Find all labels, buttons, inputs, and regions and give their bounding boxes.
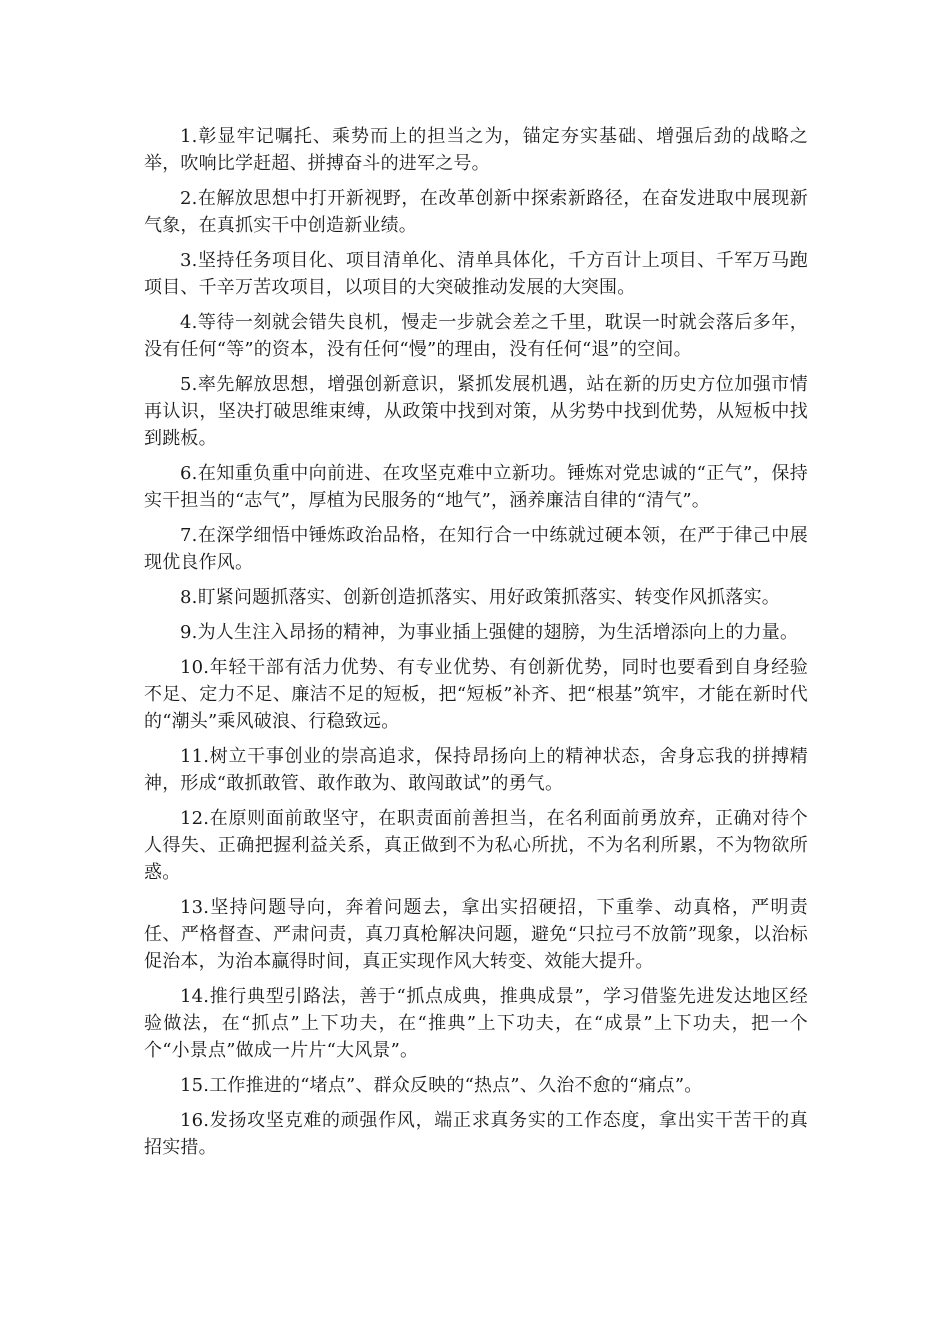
document-body: [144, 123, 808, 1169]
paragraph-10: 10.年轻干部有活力优势、有专业优势、有创新优势，同时也要看到自身经验不足、定力不足、廉洁不足的短板，把“短板”补齐、把“根基”筑牢，才能在新时代的“潮头”乘风破浪、行稳致远。: [144, 657, 808, 732]
paragraph-16: 16.发扬攻坚克难的顽强作风，端正求真务实的工作态度，拿出实干苦干的真招实措。: [144, 1110, 808, 1158]
paragraph-2: 2.在解放思想中打开新视野，在改革创新中探索新路径，在奋发进取中展现新气象，在真抓实干中创造新业绩。: [144, 188, 808, 236]
paragraph-13: 13.坚持问题导向，奔着问题去，拿出实招硬招，下重拳、动真格，严明责任、严格督查、严肃问责，真刀真枪解决问题，避免“只拉弓不放箭”现象，以治标促治本，为治本赢得时间，真正实现作风大转变、效能大提升。: [144, 897, 808, 972]
paragraph-8: 8.盯紧问题抓落实、创新创造抓落实、用好政策抓落实、转变作风抓落实。: [180, 587, 780, 608]
paragraph-11: 11.树立干事创业的崇高追求，保持昂扬向上的精神状态，舍身忘我的拼搏精神，形成“敢抓敢管、敢作敢为、敢闯敢试”的勇气。: [144, 746, 808, 794]
paragraph-7: 7.在深学细悟中锤炼政治品格，在知行合一中练就过硬本领，在严于律己中展现优良作风。: [144, 525, 808, 573]
paragraph-6: 6.在知重负重中向前进、在攻坚克难中立新功。锤炼对党忠诚的“正气”，保持实干担当的“志气”，厚植为民服务的“地气”，涵养廉洁自律的“清气”。: [144, 463, 808, 511]
paragraph-14: 14.推行典型引路法，善于“抓点成典，推典成景”，学习借鉴先进发达地区经验做法，在“抓点”上下功夫，在“推典”上下功夫，在“成景”上下功夫，把一个个“小景点”做成一片片“大风景”。: [144, 986, 808, 1061]
paragraph-3: 3.坚持任务项目化、项目清单化、清单具体化，千方百计上项目、千军万马跑项目、千辛万苦攻项目，以项目的大突破推动发展的大突围。: [144, 250, 808, 298]
paragraph-9: 9.为人生注入昂扬的精神，为事业插上强健的翅膀，为生活增添向上的力量。: [180, 622, 799, 643]
paragraph-12: 12.在原则面前敢坚守，在职责面前善担当，在名利面前勇放弃，正确对待个人得失、正确把握利益关系，真正做到不为私心所扰，不为名利所累，不为物欲所惑。: [144, 808, 808, 883]
paragraph-15: 15.工作推进的“堵点”、群众反映的“热点”、久治不愈的“痛点”。: [180, 1075, 703, 1096]
paragraph-1: 1.彰显牢记嘱托、乘势而上的担当之为，锚定夯实基础、增强后劲的战略之举，吹响比学赶超、拼搏奋斗的进军之号。: [144, 126, 808, 174]
paragraph-5: 5.率先解放思想，增强创新意识，紧抓发展机遇，站在新的历史方位加强市情再认识，坚决打破思维束缚，从政策中找到对策，从劣势中找到优势，从短板中找到跳板。: [144, 374, 808, 449]
paragraph-4: 4.等待一刻就会错失良机，慢走一步就会差之千里，耽误一时就会落后多年，没有任何“等”的资本，没有任何“慢”的理由，没有任何“退”的空间。: [144, 312, 808, 360]
